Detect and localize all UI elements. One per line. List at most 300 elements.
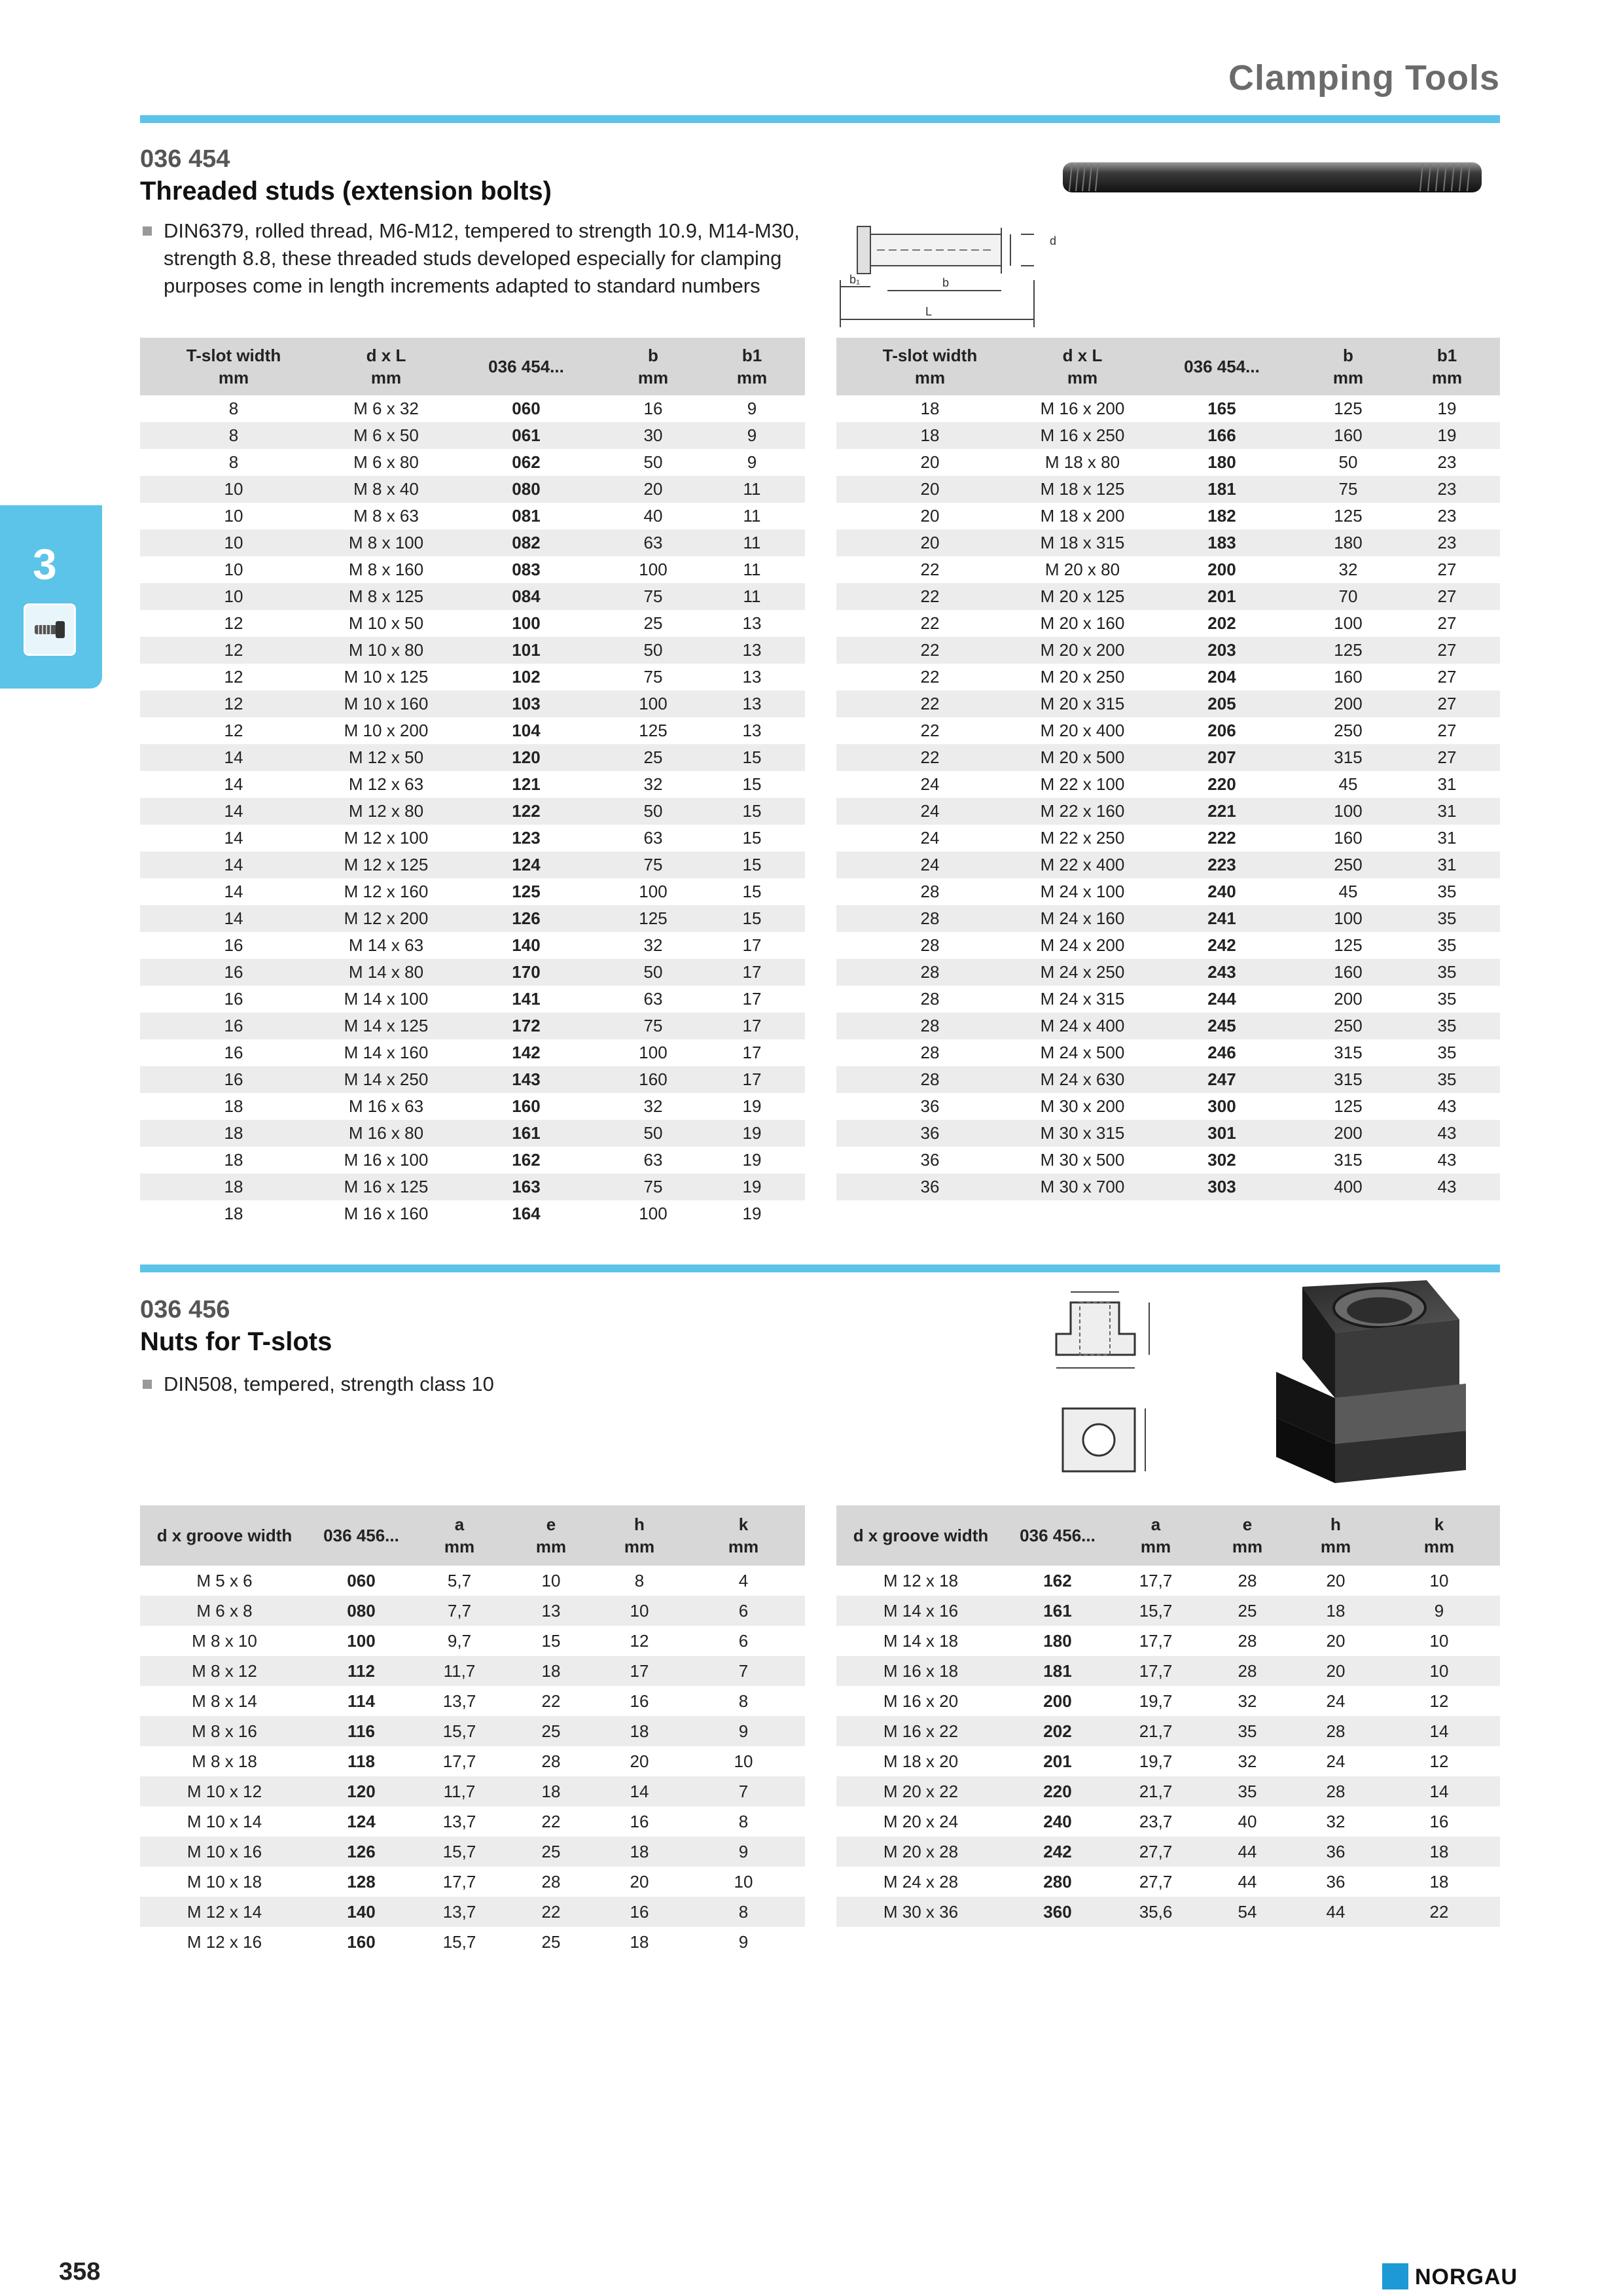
brand-name: NORGAU <box>1415 2265 1518 2289</box>
table-cell: 18 <box>224 1150 243 1170</box>
table-cell: 28 <box>920 1043 940 1062</box>
table-cell: 36 <box>836 1120 1024 1147</box>
table-cell: 75 <box>643 667 663 687</box>
table-cell: M 24 x 630 <box>1024 1066 1141 1093</box>
table-cell: 222 <box>1207 828 1236 848</box>
table-row <box>140 1776 805 1806</box>
table-row <box>140 932 805 959</box>
table-cell: 15 <box>742 828 762 848</box>
table-cell: 23,7 <box>1139 1812 1173 1831</box>
table-cell: 12 <box>1429 1751 1449 1771</box>
table-cell: 50 <box>607 959 699 986</box>
table-row <box>140 1596 805 1626</box>
table-cell: 13 <box>699 637 805 664</box>
section1-desc-line-3: purposes come in length increments adapted to standard numbers <box>164 274 760 297</box>
table-cell: 10 <box>224 560 243 579</box>
table-cell: M 18 x 315 <box>1024 529 1141 556</box>
table-cell: M 14 x 160 <box>344 1043 429 1062</box>
table-cell: 200 <box>1302 691 1394 717</box>
table-cell: 140 <box>512 935 541 955</box>
table-row <box>140 1897 805 1927</box>
table-cell: M 22 x 100 <box>1040 774 1125 794</box>
table-cell: 200 <box>1302 1120 1394 1147</box>
table-cell: 17,7 <box>1139 1631 1173 1651</box>
table-row <box>836 959 1500 986</box>
table-cell: 35 <box>1202 1776 1293 1806</box>
table-cell: 162 <box>1043 1571 1072 1590</box>
table-cell: 9,7 <box>447 1631 472 1651</box>
table-cell: 63 <box>607 529 699 556</box>
header-cell: b1 mm <box>1394 338 1500 395</box>
table-row <box>836 1867 1500 1897</box>
bullet-square-icon <box>143 1380 152 1389</box>
table-cell: 15,7 <box>414 1716 505 1746</box>
table-row <box>140 422 805 449</box>
table-cell: 8 <box>228 399 239 418</box>
table-cell: 315 <box>1334 1043 1363 1062</box>
table-cell: 183 <box>1141 529 1302 556</box>
table-cell: M 24 x 250 <box>1024 959 1141 986</box>
table-cell: 15 <box>699 905 805 932</box>
table-cell: M 22 x 160 <box>1024 798 1141 825</box>
table-cell: 18 <box>505 1656 597 1686</box>
table-cell: 22 <box>920 613 940 633</box>
table-cell: M 8 x 10 <box>192 1631 257 1651</box>
table-cell: 12 <box>140 691 327 717</box>
table-cell: 100 <box>1302 798 1394 825</box>
table-cell: 28 <box>920 882 940 901</box>
table-cell: 165 <box>1207 399 1236 418</box>
table-cell: 302 <box>1207 1150 1236 1170</box>
header-cell: 036 456... <box>309 1505 414 1566</box>
table-cell: 166 <box>1141 422 1302 449</box>
table-cell: 162 <box>512 1150 541 1170</box>
table-cell: 50 <box>643 452 663 472</box>
table-row <box>836 878 1500 905</box>
table-cell: 16 <box>140 959 327 986</box>
table-cell: 207 <box>1141 744 1302 771</box>
table-cell: 12 <box>224 721 243 740</box>
table-cell: 25 <box>541 1932 561 1952</box>
table-row <box>140 1174 805 1200</box>
table-cell: 17,7 <box>442 1872 476 1892</box>
table-cell: 22 <box>836 583 1024 610</box>
table-cell: M 20 x 28 <box>836 1837 1005 1867</box>
table-row <box>140 825 805 852</box>
table-cell: 36 <box>920 1150 940 1170</box>
table-cell: 13 <box>505 1596 597 1626</box>
table-cell: 203 <box>1141 637 1302 664</box>
table-cell: 7 <box>682 1776 805 1806</box>
table-cell: 6 <box>682 1596 805 1626</box>
table-cell: 9 <box>747 399 757 418</box>
table-row <box>836 798 1500 825</box>
table-cell: 36 <box>920 1096 940 1116</box>
table-cell: M 16 x 18 <box>836 1656 1005 1686</box>
header-cell: 036 454... <box>445 338 607 395</box>
table-cell: 63 <box>643 989 663 1009</box>
table-cell: 128 <box>347 1872 376 1892</box>
table-cell: 28 <box>920 935 940 955</box>
table-cell: 10 <box>140 476 327 503</box>
table-cell: 19,7 <box>1139 1691 1173 1711</box>
table-cell: 160 <box>1334 667 1363 687</box>
table-cell: 32 <box>1238 1751 1257 1771</box>
table-row <box>836 1013 1500 1039</box>
table-cell: 242 <box>1005 1837 1110 1867</box>
page-number: 358 <box>59 2258 101 2286</box>
table-cell: 142 <box>512 1043 541 1062</box>
table-cell: 40 <box>1238 1812 1257 1831</box>
table-row <box>836 1776 1500 1806</box>
table-row <box>140 529 805 556</box>
table-cell: M 14 x 250 <box>327 1066 445 1093</box>
table-cell: 31 <box>1394 852 1500 878</box>
section2-code: 036 456 <box>140 1296 230 1323</box>
table-cell: 223 <box>1141 852 1302 878</box>
table-header-row <box>836 338 1500 395</box>
table-cell: 100 <box>347 1631 376 1651</box>
table-cell: 112 <box>309 1656 414 1686</box>
table-cell: 24 <box>1326 1691 1346 1711</box>
table-cell: 35 <box>1437 882 1457 901</box>
table-cell: 160 <box>1334 828 1363 848</box>
table-cell: 221 <box>1141 798 1302 825</box>
table-cell: 9 <box>682 1716 805 1746</box>
table-cell: 35 <box>1437 989 1457 1009</box>
table-cell: 28 <box>1202 1656 1293 1686</box>
table-cell: M 10 x 12 <box>140 1776 309 1806</box>
table-cell: 16 <box>140 1066 327 1093</box>
table-cell: 17 <box>742 1043 762 1062</box>
table-cell: 181 <box>1005 1656 1110 1686</box>
table-cell: 17 <box>699 1066 805 1093</box>
table-row <box>836 395 1500 422</box>
table-cell: M 12 x 200 <box>327 905 445 932</box>
table-row <box>836 1120 1500 1147</box>
table-cell: 123 <box>512 828 541 848</box>
table-cell: 32 <box>643 774 663 794</box>
table-cell: 100 <box>639 882 668 901</box>
table-cell: M 8 x 18 <box>192 1751 257 1771</box>
table-cell: 19 <box>699 1120 805 1147</box>
table-cell: 11,7 <box>414 1656 505 1686</box>
table-cell: 172 <box>445 1013 607 1039</box>
table-cell: 28 <box>541 1872 561 1892</box>
table-cell: 20 <box>607 476 699 503</box>
table-cell: M 16 x 20 <box>883 1691 959 1711</box>
table-cell: 201 <box>1043 1751 1072 1771</box>
table-cell: 9 <box>699 422 805 449</box>
table-cell: M 12 x 16 <box>187 1932 262 1952</box>
table-cell: 161 <box>1005 1596 1110 1626</box>
table-cell: 8 <box>682 1897 805 1927</box>
table-cell: 43 <box>1437 1096 1457 1116</box>
table-cell: 28 <box>920 989 940 1009</box>
table-cell: 23 <box>1394 476 1500 503</box>
table-cell: 18 <box>1293 1596 1378 1626</box>
table-cell: 28 <box>836 959 1024 986</box>
table-cell: 13 <box>742 667 762 687</box>
table-cell: 100 <box>1334 613 1363 633</box>
table-cell: 17 <box>597 1656 682 1686</box>
table-cell: 242 <box>1207 935 1236 955</box>
table-cell: 45 <box>1338 882 1358 901</box>
table-cell: 315 <box>1302 1066 1394 1093</box>
table-cell: 100 <box>1302 905 1394 932</box>
table-cell: 160 <box>607 1066 699 1093</box>
table-cell: M 12 x 14 <box>140 1897 309 1927</box>
table-cell: 16 <box>224 989 243 1009</box>
table-cell: 50 <box>1338 452 1358 472</box>
table-cell: M 14 x 100 <box>344 989 429 1009</box>
table-cell: 9 <box>1378 1596 1500 1626</box>
table-cell: M 8 x 160 <box>348 560 424 579</box>
table-cell: 35 <box>1202 1716 1293 1746</box>
table-cell: 060 <box>512 399 541 418</box>
table-row <box>140 1686 805 1716</box>
table-cell: 205 <box>1141 691 1302 717</box>
table-cell: 12 <box>140 637 327 664</box>
bullet-square-icon <box>143 226 152 236</box>
nut-table-left <box>140 1505 805 1957</box>
table-cell: M 22 x 250 <box>1040 828 1125 848</box>
table-row <box>140 798 805 825</box>
table-cell: 116 <box>309 1716 414 1746</box>
table-cell: 32 <box>643 935 663 955</box>
table-cell: 28 <box>1293 1716 1378 1746</box>
table-cell: 19 <box>742 1150 762 1170</box>
table-row <box>140 1746 805 1776</box>
table-row <box>836 986 1500 1013</box>
table-cell: 10 <box>541 1571 561 1590</box>
table-cell: 14 <box>224 774 243 794</box>
table-cell: 36 <box>1293 1837 1378 1867</box>
table-cell: 17 <box>699 1013 805 1039</box>
table-cell: 24 <box>836 852 1024 878</box>
table-cell: 28 <box>541 1751 561 1771</box>
table-cell: M 30 x 36 <box>836 1897 1005 1927</box>
table-cell: M 20 x 250 <box>1040 667 1125 687</box>
table-cell: 8 <box>228 452 239 472</box>
table-cell: M 6 x 8 <box>140 1596 309 1626</box>
table-cell: M 24 x 160 <box>1024 905 1141 932</box>
table-cell: M 20 x 400 <box>1040 721 1125 740</box>
table-row <box>836 503 1500 529</box>
table-cell: 13 <box>742 721 762 740</box>
table-cell: 180 <box>1043 1631 1072 1651</box>
table-row <box>140 1806 805 1837</box>
table-cell: M 10 x 80 <box>327 637 445 664</box>
table-cell: M 20 x 315 <box>1024 691 1141 717</box>
table-cell: M 6 x 50 <box>327 422 445 449</box>
table-cell: 160 <box>1302 959 1394 986</box>
table-cell: 43 <box>1394 1174 1500 1200</box>
table-cell: 22 <box>836 744 1024 771</box>
table-cell: 24 <box>920 774 940 794</box>
table-cell: 120 <box>445 744 607 771</box>
table-cell: 200 <box>1207 560 1236 579</box>
table-cell: M 16 x 100 <box>344 1150 429 1170</box>
table-cell: 125 <box>1334 1096 1363 1116</box>
table-cell: 10 <box>1429 1571 1449 1590</box>
table-cell: 11 <box>699 583 805 610</box>
header-cell: 036 456... <box>1005 1505 1110 1566</box>
table-cell: 8 <box>738 1691 749 1711</box>
table-cell: 201 <box>1141 583 1302 610</box>
table-cell: 062 <box>512 452 541 472</box>
clamping-bolt-icon <box>24 603 76 656</box>
table-cell: 16 <box>630 1691 649 1711</box>
table-cell: 100 <box>607 691 699 717</box>
table-cell: 35 <box>1437 1043 1457 1062</box>
table-cell: 14 <box>140 905 327 932</box>
table-cell: M 8 x 14 <box>192 1691 257 1711</box>
table-cell: 18 <box>224 1204 243 1223</box>
table-cell: M 30 x 200 <box>1040 1096 1125 1116</box>
stud-technical-drawing <box>838 208 1073 327</box>
tnut-technical-drawing <box>1047 1283 1165 1479</box>
stud-table-right <box>836 338 1500 1200</box>
table-cell: 15 <box>699 852 805 878</box>
header-cell: d x L mm <box>1024 338 1141 395</box>
table-cell: 5,7 <box>447 1571 472 1590</box>
table-cell: 220 <box>1207 774 1236 794</box>
table-cell: 100 <box>639 560 668 579</box>
table-cell: 11 <box>743 560 761 579</box>
table-cell: 247 <box>1141 1066 1302 1093</box>
table-cell: 125 <box>1334 399 1363 418</box>
table-cell: 21,7 <box>1110 1716 1202 1746</box>
table-cell: 17,7 <box>1110 1656 1202 1686</box>
section2-title: Nuts for T-slots <box>140 1327 332 1356</box>
table-cell: 13,7 <box>414 1897 505 1927</box>
table-row <box>140 1656 805 1686</box>
table-cell: M 24 x 500 <box>1040 1043 1125 1062</box>
header-cell: h mm <box>597 1505 682 1566</box>
table-cell: 125 <box>1334 935 1363 955</box>
table-row <box>140 1837 805 1867</box>
table-cell: M 10 x 18 <box>187 1872 262 1892</box>
table-cell: 101 <box>445 637 607 664</box>
table-cell: 75 <box>1302 476 1394 503</box>
table-cell: M 10 x 125 <box>344 667 429 687</box>
table-row <box>140 503 805 529</box>
table-cell: M 16 x 80 <box>327 1120 445 1147</box>
table-cell: M 12 x 160 <box>344 882 429 901</box>
table-cell: 303 <box>1141 1174 1302 1200</box>
table-cell: 18 <box>920 399 940 418</box>
table-row <box>140 395 805 422</box>
table-cell: 10 <box>140 529 327 556</box>
table-cell: 114 <box>348 1691 375 1711</box>
table-cell: 360 <box>1005 1897 1110 1927</box>
table-cell: M 20 x 500 <box>1024 744 1141 771</box>
table-row <box>836 1174 1500 1200</box>
table-cell: 13 <box>742 613 762 633</box>
table-cell: 22 <box>541 1812 561 1831</box>
table-cell: 125 <box>1302 637 1394 664</box>
table-row <box>836 1566 1500 1596</box>
table-cell: 6 <box>738 1631 749 1651</box>
header-cell: a mm <box>414 1505 505 1566</box>
table-row <box>836 529 1500 556</box>
table-cell: 084 <box>445 583 607 610</box>
table-row <box>140 1716 805 1746</box>
table-row <box>836 825 1500 852</box>
table-cell: 18 <box>597 1837 682 1867</box>
table-row <box>836 1716 1500 1746</box>
table-cell: 22 <box>836 691 1024 717</box>
table-cell: 15,7 <box>414 1837 505 1867</box>
table-cell: 18 <box>1429 1872 1449 1892</box>
table-row <box>836 476 1500 503</box>
table-cell: 160 <box>512 1096 541 1116</box>
table-cell: 17,7 <box>442 1751 476 1771</box>
table-cell: 200 <box>1334 989 1363 1009</box>
table-cell: M 18 x 125 <box>1024 476 1141 503</box>
table-cell: 25 <box>643 613 663 633</box>
table-row <box>140 1200 805 1227</box>
table-cell: 11 <box>699 529 805 556</box>
chapter-number: 3 <box>33 540 57 588</box>
table-cell: M 14 x 16 <box>836 1596 1005 1626</box>
table-cell: M 10 x 50 <box>348 613 424 633</box>
header-divider <box>140 115 1500 123</box>
header-cell: T-slot width mm <box>836 338 1024 395</box>
section2-description <box>140 1371 494 1398</box>
section-divider <box>140 1265 1500 1272</box>
header-cell: b1 mm <box>699 338 805 395</box>
table-cell: 250 <box>1334 721 1363 740</box>
table-cell: 35,6 <box>1110 1897 1202 1927</box>
table-cell: 243 <box>1141 959 1302 986</box>
table-cell: 25 <box>1202 1596 1293 1626</box>
table-row <box>836 905 1500 932</box>
table-cell: 35 <box>1394 959 1500 986</box>
table-cell: 36 <box>1326 1872 1346 1892</box>
table-cell: 246 <box>1207 1043 1236 1062</box>
table-cell: 8 <box>634 1571 645 1590</box>
table-row <box>140 1120 805 1147</box>
table-cell: 44 <box>1293 1897 1378 1927</box>
header-cell: d x groove width <box>836 1505 1005 1566</box>
nut-table-left-header <box>140 1505 805 1566</box>
brand-square-icon <box>1382 2263 1408 2289</box>
section1-title: Threaded studs (extension bolts) <box>140 177 552 206</box>
table-cell: 24 <box>1326 1751 1346 1771</box>
table-cell: 241 <box>1141 905 1302 932</box>
table-row <box>140 1147 805 1174</box>
table-cell: 25 <box>505 1837 597 1867</box>
table-cell: 8 <box>140 422 327 449</box>
table-cell: 301 <box>1141 1120 1302 1147</box>
table-cell: 11 <box>699 476 805 503</box>
table-row <box>836 1626 1500 1656</box>
table-cell: 15,7 <box>1110 1596 1202 1626</box>
table-cell: 140 <box>309 1897 414 1927</box>
table-cell: M 8 x 125 <box>327 583 445 610</box>
table-cell: M 8 x 40 <box>327 476 445 503</box>
section1-description <box>140 217 800 300</box>
table-cell: 12 <box>630 1631 649 1651</box>
table-row <box>836 583 1500 610</box>
table-cell: 17 <box>742 935 762 955</box>
table-cell: 300 <box>1207 1096 1236 1116</box>
table-cell: M 14 x 80 <box>327 959 445 986</box>
header-cell: b mm <box>1302 338 1394 395</box>
table-cell: 18 <box>836 422 1024 449</box>
